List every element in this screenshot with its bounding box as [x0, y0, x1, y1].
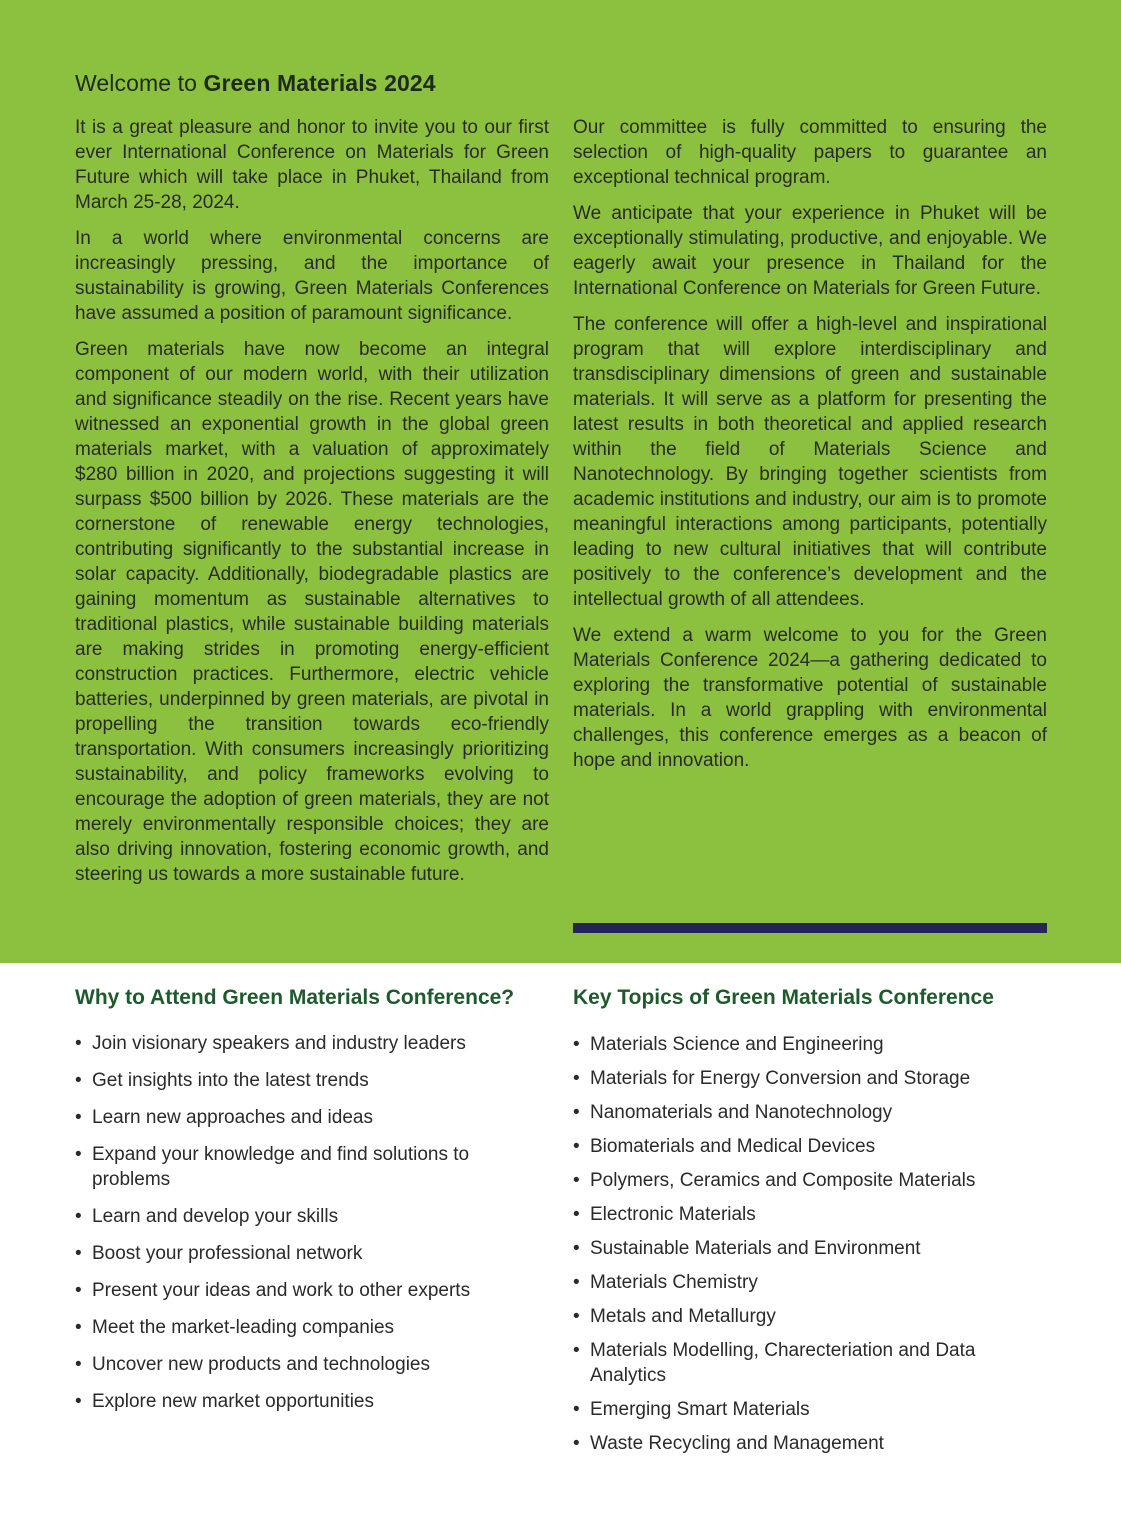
intro-paragraph: We extend a warm welcome to you for the Green Materials Conference 2024—a gathering dedicated to exploring the transformative potential of sustainable materials. In a world grappling with environmental challenges, this conference emerges as a beacon of hope and innovation. — [573, 625, 1047, 771]
list-item — [75, 1315, 545, 1340]
list-item-text: Biomaterials and Medical Devices — [590, 1136, 876, 1157]
welcome-title-strong: Green Materials 2024 — [203, 70, 436, 96]
list-item-text: Join visionary speakers and industry leaders — [92, 1033, 466, 1054]
bullet-dot: • — [573, 1204, 580, 1225]
list-item — [573, 1032, 1043, 1057]
list-item — [75, 1068, 545, 1093]
list-item-text: Meet the market-leading companies — [92, 1317, 395, 1338]
list-item-text: Sustainable Materials and Environment — [590, 1238, 921, 1259]
list-item — [75, 1031, 545, 1056]
list-item-text: Expand your knowledge and find solutions to problems — [92, 1144, 470, 1190]
list-item — [573, 1100, 1043, 1125]
list-item-text: Learn new approaches and ideas — [92, 1107, 373, 1128]
list-item — [573, 1304, 1043, 1329]
list-item-text: Get insights into the latest trends — [92, 1070, 369, 1091]
bullet-dot: • — [75, 1243, 82, 1264]
bullet-dot: • — [75, 1107, 82, 1128]
list-item — [75, 1142, 545, 1192]
list-item — [573, 1236, 1043, 1261]
list-item-text: Learn and develop your skills — [92, 1206, 339, 1227]
intro-column-left — [75, 115, 549, 898]
list-item — [75, 1105, 545, 1130]
list-item-text: Emerging Smart Materials — [590, 1399, 810, 1420]
bullet-dot: • — [573, 1272, 580, 1293]
intro-paragraph: In a world where environmental concerns are increasingly pressing, and the importance of sustainability is growing, Green Materials Conferences have assumed a position of paramount significance. — [75, 228, 549, 324]
list-item-text: Materials Modelling, Charecteriation and Data Analytics — [590, 1340, 976, 1386]
list-item — [75, 1204, 545, 1229]
list-item-text: Polymers, Ceramics and Composite Materials — [590, 1170, 976, 1191]
list-item — [573, 1338, 1043, 1388]
list-item — [75, 1278, 545, 1303]
bullet-dot: • — [573, 1034, 580, 1055]
list-item-text: Materials Science and Engineering — [590, 1034, 884, 1055]
welcome-title-prefix: Welcome to — [75, 70, 204, 96]
key-topics-heading: Key Topics of Green Materials Conference — [573, 986, 994, 1009]
list-item — [573, 1168, 1043, 1193]
bullet-dot: • — [75, 1206, 82, 1227]
why-attend-heading: Why to Attend Green Materials Conference? — [75, 986, 515, 1009]
list-item — [573, 1202, 1043, 1227]
bullet-dot: • — [573, 1136, 580, 1157]
navy-divider-bar — [573, 923, 1047, 933]
list-item — [573, 1397, 1043, 1422]
bullet-dot: • — [573, 1102, 580, 1123]
bullet-dot: • — [573, 1306, 580, 1327]
key-topics-list — [573, 1032, 1043, 1465]
bullet-dot: • — [573, 1170, 580, 1191]
welcome-title — [75, 70, 436, 97]
bullet-dot: • — [573, 1433, 580, 1454]
intro-paragraph: It is a great pleasure and honor to invite you to our first ever International Conference on Materials for Green Future which will take place in Phuket, Thailand from March 25-28, 2024. — [75, 117, 549, 213]
bullet-dot: • — [75, 1144, 82, 1165]
bullet-dot: • — [573, 1068, 580, 1089]
bullet-dot: • — [75, 1033, 82, 1054]
bullet-dot: • — [75, 1317, 82, 1338]
why-attend-list — [75, 1031, 545, 1426]
list-item-text: Metals and Metallurgy — [590, 1306, 776, 1327]
list-item-text: Nanomaterials and Nanotechnology — [590, 1102, 893, 1123]
list-item — [75, 1241, 545, 1266]
list-item — [75, 1389, 545, 1414]
list-item-text: Uncover new products and technologies — [92, 1354, 430, 1375]
list-item-text: Present your ideas and work to other experts — [92, 1280, 471, 1301]
bullet-dot: • — [573, 1399, 580, 1420]
list-item-text: Electronic Materials — [590, 1204, 756, 1225]
intro-paragraph: Our committee is fully committed to ensuring the selection of high-quality papers to guarantee an exceptional technical program. — [573, 117, 1047, 188]
list-item-text: Materials for Energy Conversion and Storage — [590, 1068, 971, 1089]
bullet-dot: • — [75, 1070, 82, 1091]
list-item — [573, 1270, 1043, 1295]
bullet-dot: • — [573, 1340, 580, 1361]
list-item — [573, 1066, 1043, 1091]
bullet-dot: • — [75, 1391, 82, 1412]
intro-paragraph: Green materials have now become an integral component of our modern world, with their utilization and significance steadily on the rise. Recent years have witnessed an exponential growth in the global green materials market, with a valuation of approximately $280 billion in 2020, and projections suggesting it will surpass $500 billion by 2026. These materials are the cornerstone of renewable energy technologies, contributing significantly to the substantial increase in solar capacity. Additionally, biodegradable plastics are gaining momentum as sustainable alternatives to traditional plastics, while sustainable building materials are making strides in promoting energy-efficient construction practices. Furthermore, electric vehicle batteries, underpinned by green materials, are pivotal in propelling the transition towards eco-friendly transportation. With consumers increasingly prioritizing sustainability, and policy frameworks evolving to encourage the adoption of green materials, they are not merely environmentally responsible choices; they are also driving innovation, fostering economic growth, and steering us towards a more sustainable future. — [75, 339, 549, 885]
list-item-text: Waste Recycling and Management — [590, 1433, 884, 1454]
list-item — [75, 1352, 545, 1377]
bullet-dot: • — [573, 1238, 580, 1259]
list-item — [573, 1431, 1043, 1456]
intro-paragraph: We anticipate that your experience in Phuket will be exceptionally stimulating, productive, and enjoyable. We eagerly await your presence in Thailand for the International Conference on Materials for Green Future. — [573, 203, 1047, 299]
list-item — [573, 1134, 1043, 1159]
intro-paragraph: The conference will offer a high-level and inspirational program that will explore interdisciplinary and transdisciplinary dimensions of green and sustainable materials. It will serve as a platform for presenting the latest results in both theoretical and applied research within the field of Materials Science and Nanotechnology. By bringing together scientists from academic institutions and industry, our aim is to promote meaningful interactions among participants, potentially leading to new cultural initiatives that will contribute positively to the conference’s development and the intellectual growth of all attendees. — [573, 314, 1047, 610]
list-item-text: Materials Chemistry — [590, 1272, 758, 1293]
bullet-dot: • — [75, 1280, 82, 1301]
list-item-text: Boost your professional network — [92, 1243, 363, 1264]
intro-column-right — [573, 115, 1047, 784]
list-item-text: Explore new market opportunities — [92, 1391, 374, 1412]
bullet-dot: • — [75, 1354, 82, 1375]
